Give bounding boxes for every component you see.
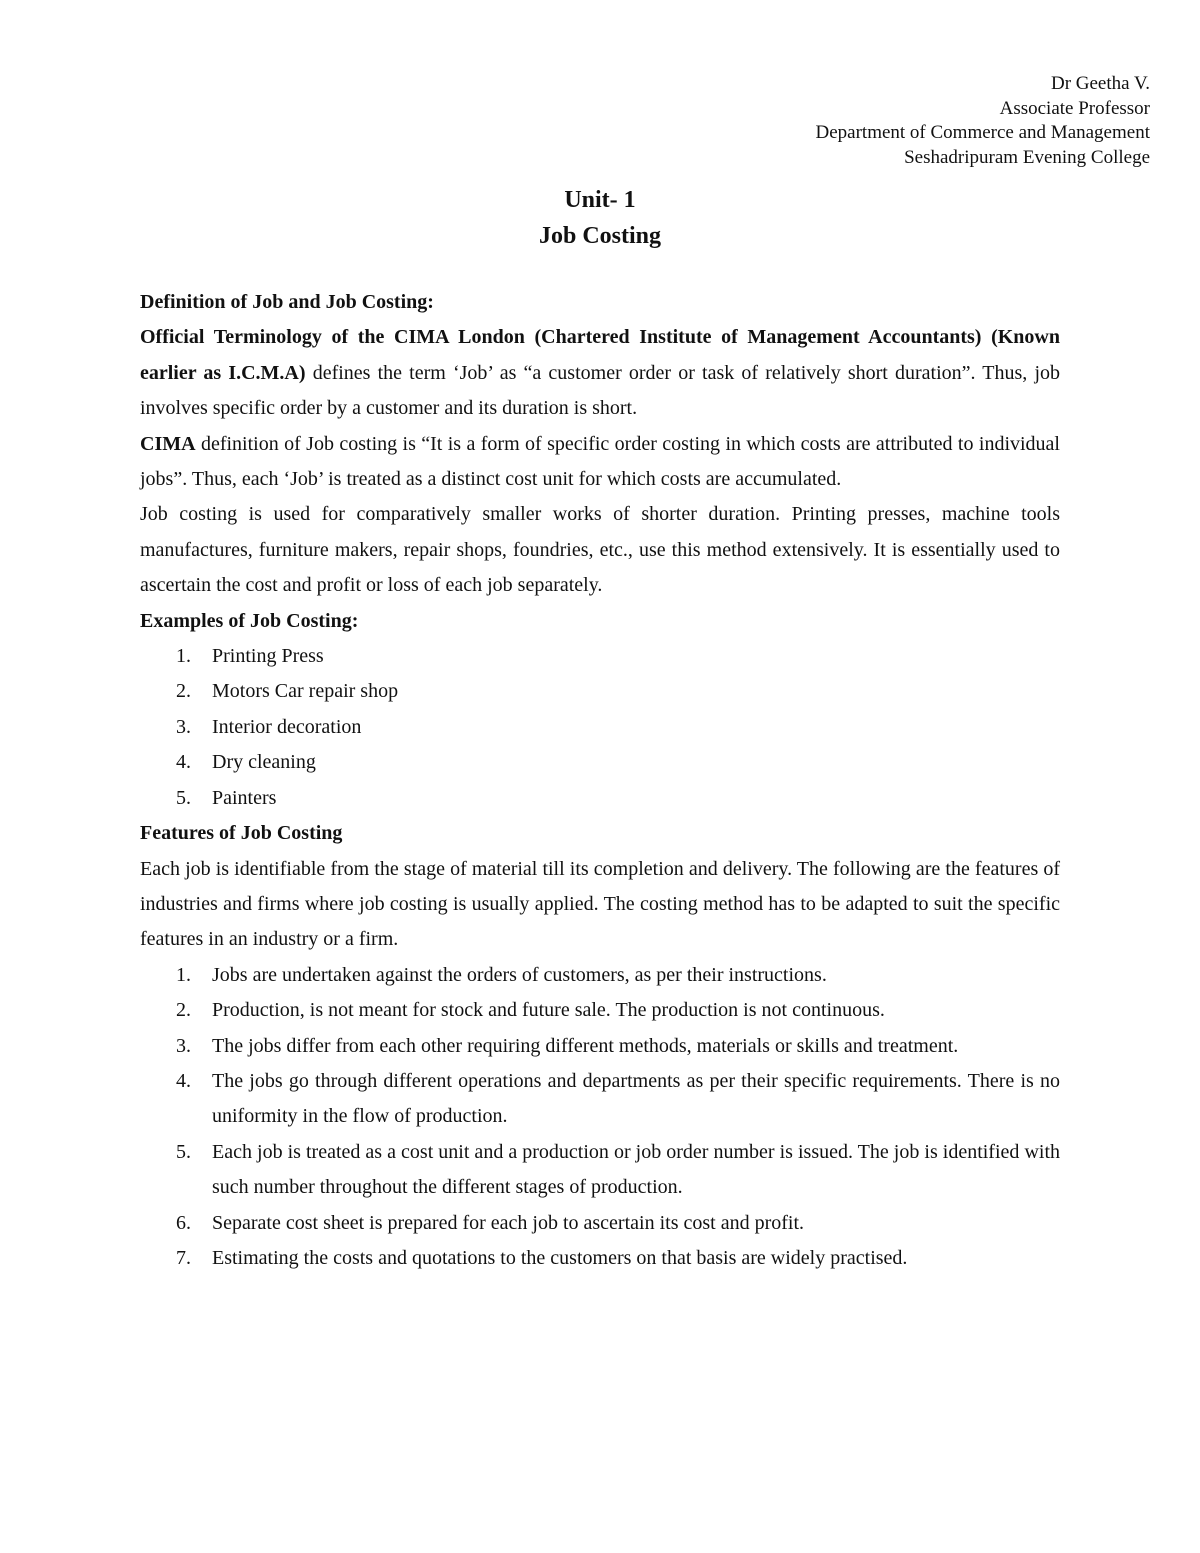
list-item [140, 958, 1060, 993]
list-item-number: 1. [176, 963, 191, 986]
cima-terminology-bold: Official Terminology of the CIMA London (Chartered Institute of Management Accountants) (Known earlier as I.C.M.A) [140, 326, 1060, 384]
list-item-number: 5. [176, 1140, 191, 1163]
list-item-text: Production, is not meant for stock and future sale. The production is not continuous. [212, 999, 885, 1022]
list-item-number: 3. [176, 715, 191, 738]
features-intro: Each job is identifiable from the stage of material till its completion and delivery. The following are the features of industries and firms where job costing is usually applied. The costing method has to be adapted to suit the specific features in an industry or a firm. [140, 857, 1060, 951]
list-item-text: Motors Car repair shop [212, 680, 399, 703]
definition-paragraph-3: Job costing is used for comparatively smaller works of shorter duration. Printing presses, machine tools manufactures, furniture makers, repair shops, foundries, etc., use this method extensively. It is essentially used to ascertain the cost and profit or loss of each job separately. [140, 503, 1060, 597]
list-item [140, 639, 1060, 674]
list-item-number: 5. [176, 786, 191, 809]
list-item [140, 1135, 1060, 1206]
unit-title: Unit- 1 [564, 187, 636, 213]
list-item [140, 1064, 1060, 1135]
list-item-text: Dry cleaning [212, 751, 316, 774]
list-item-number: 6. [176, 1211, 191, 1234]
list-item-number: 3. [176, 1034, 191, 1057]
definition-paragraph-2 [140, 427, 1060, 498]
list-item [140, 993, 1060, 1028]
list-item [140, 745, 1060, 780]
list-item-text: Interior decoration [212, 715, 362, 738]
list-item [140, 710, 1060, 745]
list-item-text: Printing Press [212, 645, 324, 668]
author-designation: Associate Professor [999, 97, 1150, 119]
list-item-text: Estimating the costs and quotations to the customers on that basis are widely practised. [212, 1246, 908, 1269]
list-item-number: 2. [176, 999, 191, 1022]
list-item [140, 1206, 1060, 1241]
cima-bold: CIMA [140, 432, 196, 455]
list-item-text: Separate cost sheet is prepared for each job to ascertain its cost and profit. [212, 1211, 805, 1234]
topic-title: Job Costing [538, 223, 662, 249]
list-item-number: 1. [176, 645, 191, 668]
list-item-text: The jobs go through different operations and departments as per their specific requirements. There is no uniformity in the flow of production. [212, 1069, 1060, 1128]
features-heading: Features of Job Costing [140, 822, 343, 845]
list-item-number: 2. [176, 680, 191, 703]
list-item-text: Each job is treated as a cost unit and a production or job order number is issued. The job is identified with such number throughout the different stages of production. [212, 1140, 1060, 1199]
list-item-text: Jobs are undertaken against the orders of customers, as per their instructions. [212, 963, 827, 986]
list-item-number: 7. [176, 1246, 191, 1269]
examples-heading: Examples of Job Costing: [140, 609, 359, 632]
features-list [140, 958, 1060, 1277]
author-name: Dr Geetha V. [1050, 73, 1150, 94]
document-body [140, 285, 1060, 1276]
list-item-number: 4. [176, 751, 191, 774]
list-item [140, 1029, 1060, 1064]
list-item [140, 1241, 1060, 1276]
definition-paragraph-2-text: definition of Job costing is “It is a form of specific order costing in which costs are attributed to individual jobs”. Thus, each ‘Job’ is treated as a distinct cost unit for which costs are accumulated. [140, 432, 1060, 491]
definition-heading: Definition of Job and Job Costing: [140, 291, 434, 313]
list-item [140, 781, 1060, 816]
author-college: Seshadripuram Evening College [904, 146, 1150, 168]
list-item-text: Painters [212, 786, 277, 809]
examples-list [140, 639, 1060, 816]
list-item-number: 4. [176, 1069, 191, 1092]
author-department: Department of Commerce and Management [815, 122, 1150, 143]
author-block [816, 72, 1151, 170]
list-item [140, 674, 1060, 709]
list-item-text: The jobs differ from each other requiring different methods, materials or skills and treatment. [212, 1034, 959, 1057]
definition-paragraph-1 [140, 320, 1060, 426]
title-block [0, 182, 1200, 254]
definition-paragraph-1-text: defines the term ‘Job’ as “a customer order or task of relatively short duration”. Thus, job involves specific order by a customer and its duration is short. [140, 361, 1061, 420]
